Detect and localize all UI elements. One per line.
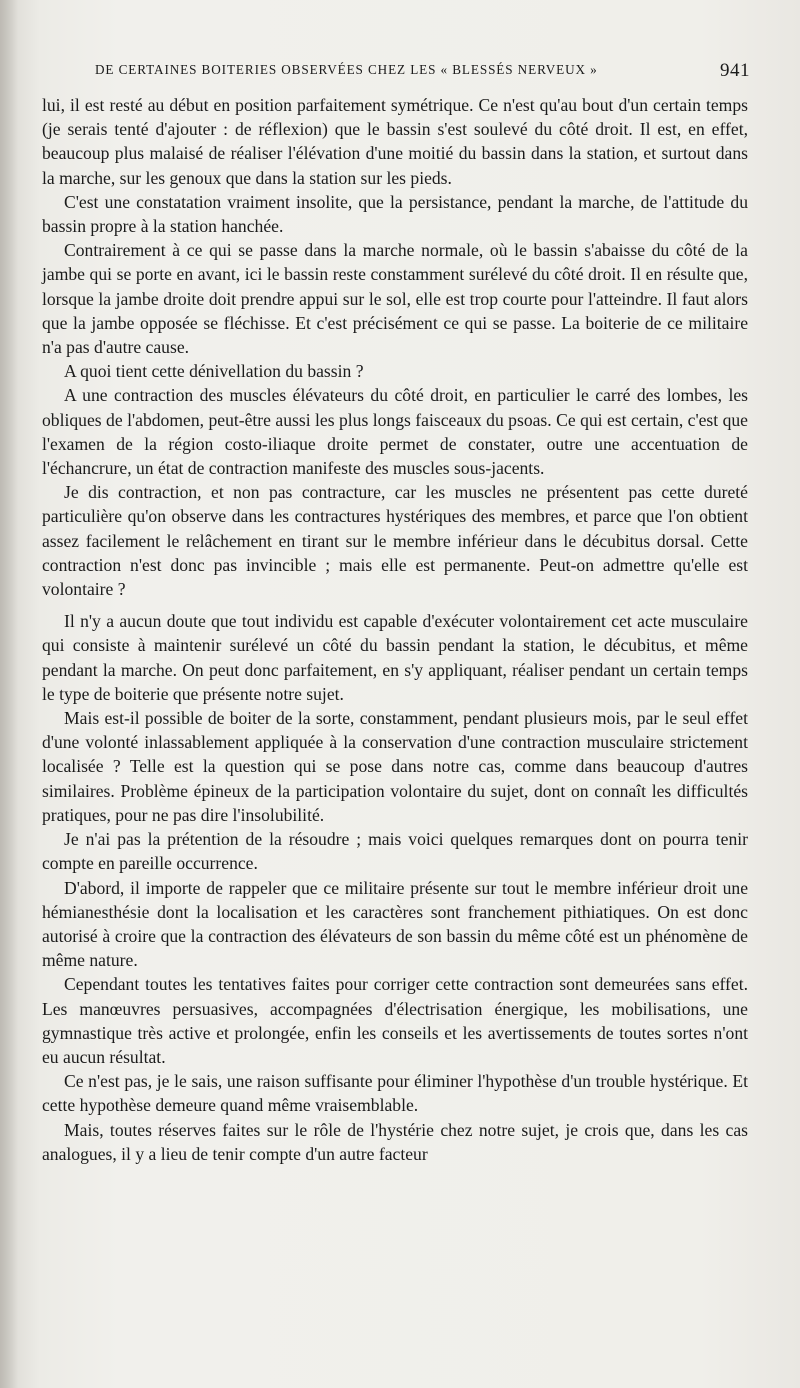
page-gutter-shadow bbox=[0, 0, 18, 1388]
paragraph-11: Cependant toutes les tentatives faites pour corriger cette contraction sont demeurées sans effet. Les manœuvres persuasives, accompagnées d'électrisation énergique, les mobilisations, une gymnastique très active et prolongée, enfin les conseils et les avertissements de toutes sortes n'ont eu aucun résultat. bbox=[42, 974, 748, 1067]
paragraph-2: C'est une constatation vraiment insolite, que la persistance, pendant la marche, de l'attitude du bassin propre à la station hanchée. bbox=[42, 191, 748, 237]
body-text bbox=[42, 93, 748, 1166]
paragraph-1: lui, il est resté au début en position parfaitement symétrique. Ce n'est qu'au bout d'un certain temps (je serais tenté d'ajouter : de réflexion) que le bassin s'est soulevé du côté droit. Il est, en effet, beaucoup plus malaisé de réaliser l'élévation d'une moitié du bassin dans la station, et surtout dans la marche, sur les genoux que dans la station sur les pieds. bbox=[42, 95, 748, 188]
paragraph-13: Mais, toutes réserves faites sur le rôle de l'hystérie chez notre sujet, je crois que, dans les cas analogues, il y a lieu de tenir compte d'un autre facteur bbox=[42, 1119, 748, 1164]
paragraph-5: A une contraction des muscles élévateurs du côté droit, en particulier le carré des lombes, les obliques de l'abdomen, peut-être aussi les plus longs faisceaux du psoas. Ce qui est certain, c'est que l'examen de la région costo-iliaque droite permet de constater, outre une accentuation de l'échancrure, un état de contraction manifeste des muscles sous-jacents. bbox=[42, 385, 748, 479]
paragraph-10: D'abord, il importe de rappeler que ce militaire présente sur tout le membre inférieur droit une hémianesthésie dont la localisation et les caractères sont franchement pithiatiques. On est donc autorisé à croire que la contraction des élévateurs de son bassin du même côté est un phénomène de même nature. bbox=[42, 877, 748, 971]
paragraph-7: Il n'y a aucun doute que tout individu est capable d'exécuter volontairement cet acte musculaire qui consiste à maintenir surélevé un côté du bassin pendant la station, le décubitus, et même pendant la marche. On peut donc parfaitement, en s'y appliquant, réaliser pendant un certain temps le type de boiterie que présente notre sujet. bbox=[42, 611, 748, 704]
paragraph-6: Je dis contraction, et non pas contracture, car les muscles ne présentent pas cette dureté particulière qu'on observe dans les contractures hystériques des membres, et parce que l'on obtient assez facilement le relâchement en tirant sur le membre inférieur dans le décubitus dorsal. Cette contraction n'est donc pas invincible ; mais elle est permanente. Peut-on admettre qu'elle est volontaire ? bbox=[42, 482, 748, 600]
running-title: DE CERTAINES BOITERIES OBSERVÉES CHEZ LES « BLESSÉS NERVEUX » bbox=[95, 62, 598, 77]
paragraph-4: A quoi tient cette dénivellation du bassin ? bbox=[64, 361, 364, 382]
paragraph-3: Contrairement à ce qui se passe dans la marche normale, où le bassin s'abaisse du côté de la jambe qui se porte en avant, ici le bassin reste constamment surélevé du côté droit. Il en résulte que, lorsque la jambe droite doit prendre appui sur le sol, elle est trop courte pour l'atteindre. Il faut alors que la jambe opposée se fléchisse. Et c'est précisément ce qui se passe. La boiterie de ce militaire n'a pas d'autre cause. bbox=[42, 240, 748, 358]
paragraph-9: Je n'ai pas la prétention de la résoudre ; mais voici quelques remarques dont on pourra tenir compte en pareille occurrence. bbox=[42, 829, 748, 874]
paragraph-12: Ce n'est pas, je le sais, une raison suffisante pour éliminer l'hypothèse d'un trouble hystérique. Et cette hypothèse demeure quand même vraisemblable. bbox=[42, 1071, 748, 1116]
page-header bbox=[95, 60, 750, 86]
paragraph-8: Mais est-il possible de boiter de la sorte, constamment, pendant plusieurs mois, par le seul effet d'une volonté inlassablement appliquée à la conservation d'une contraction musculaire strictement localisée ? Telle est la question qui se pose dans notre cas, comme dans beaucoup d'autres similaires. Problème épineux de la participation volontaire du sujet, dont on connaît les difficultés pratiques, pour ne pas dire l'insolubilité. bbox=[42, 708, 748, 825]
page-number: 941 bbox=[720, 60, 750, 81]
